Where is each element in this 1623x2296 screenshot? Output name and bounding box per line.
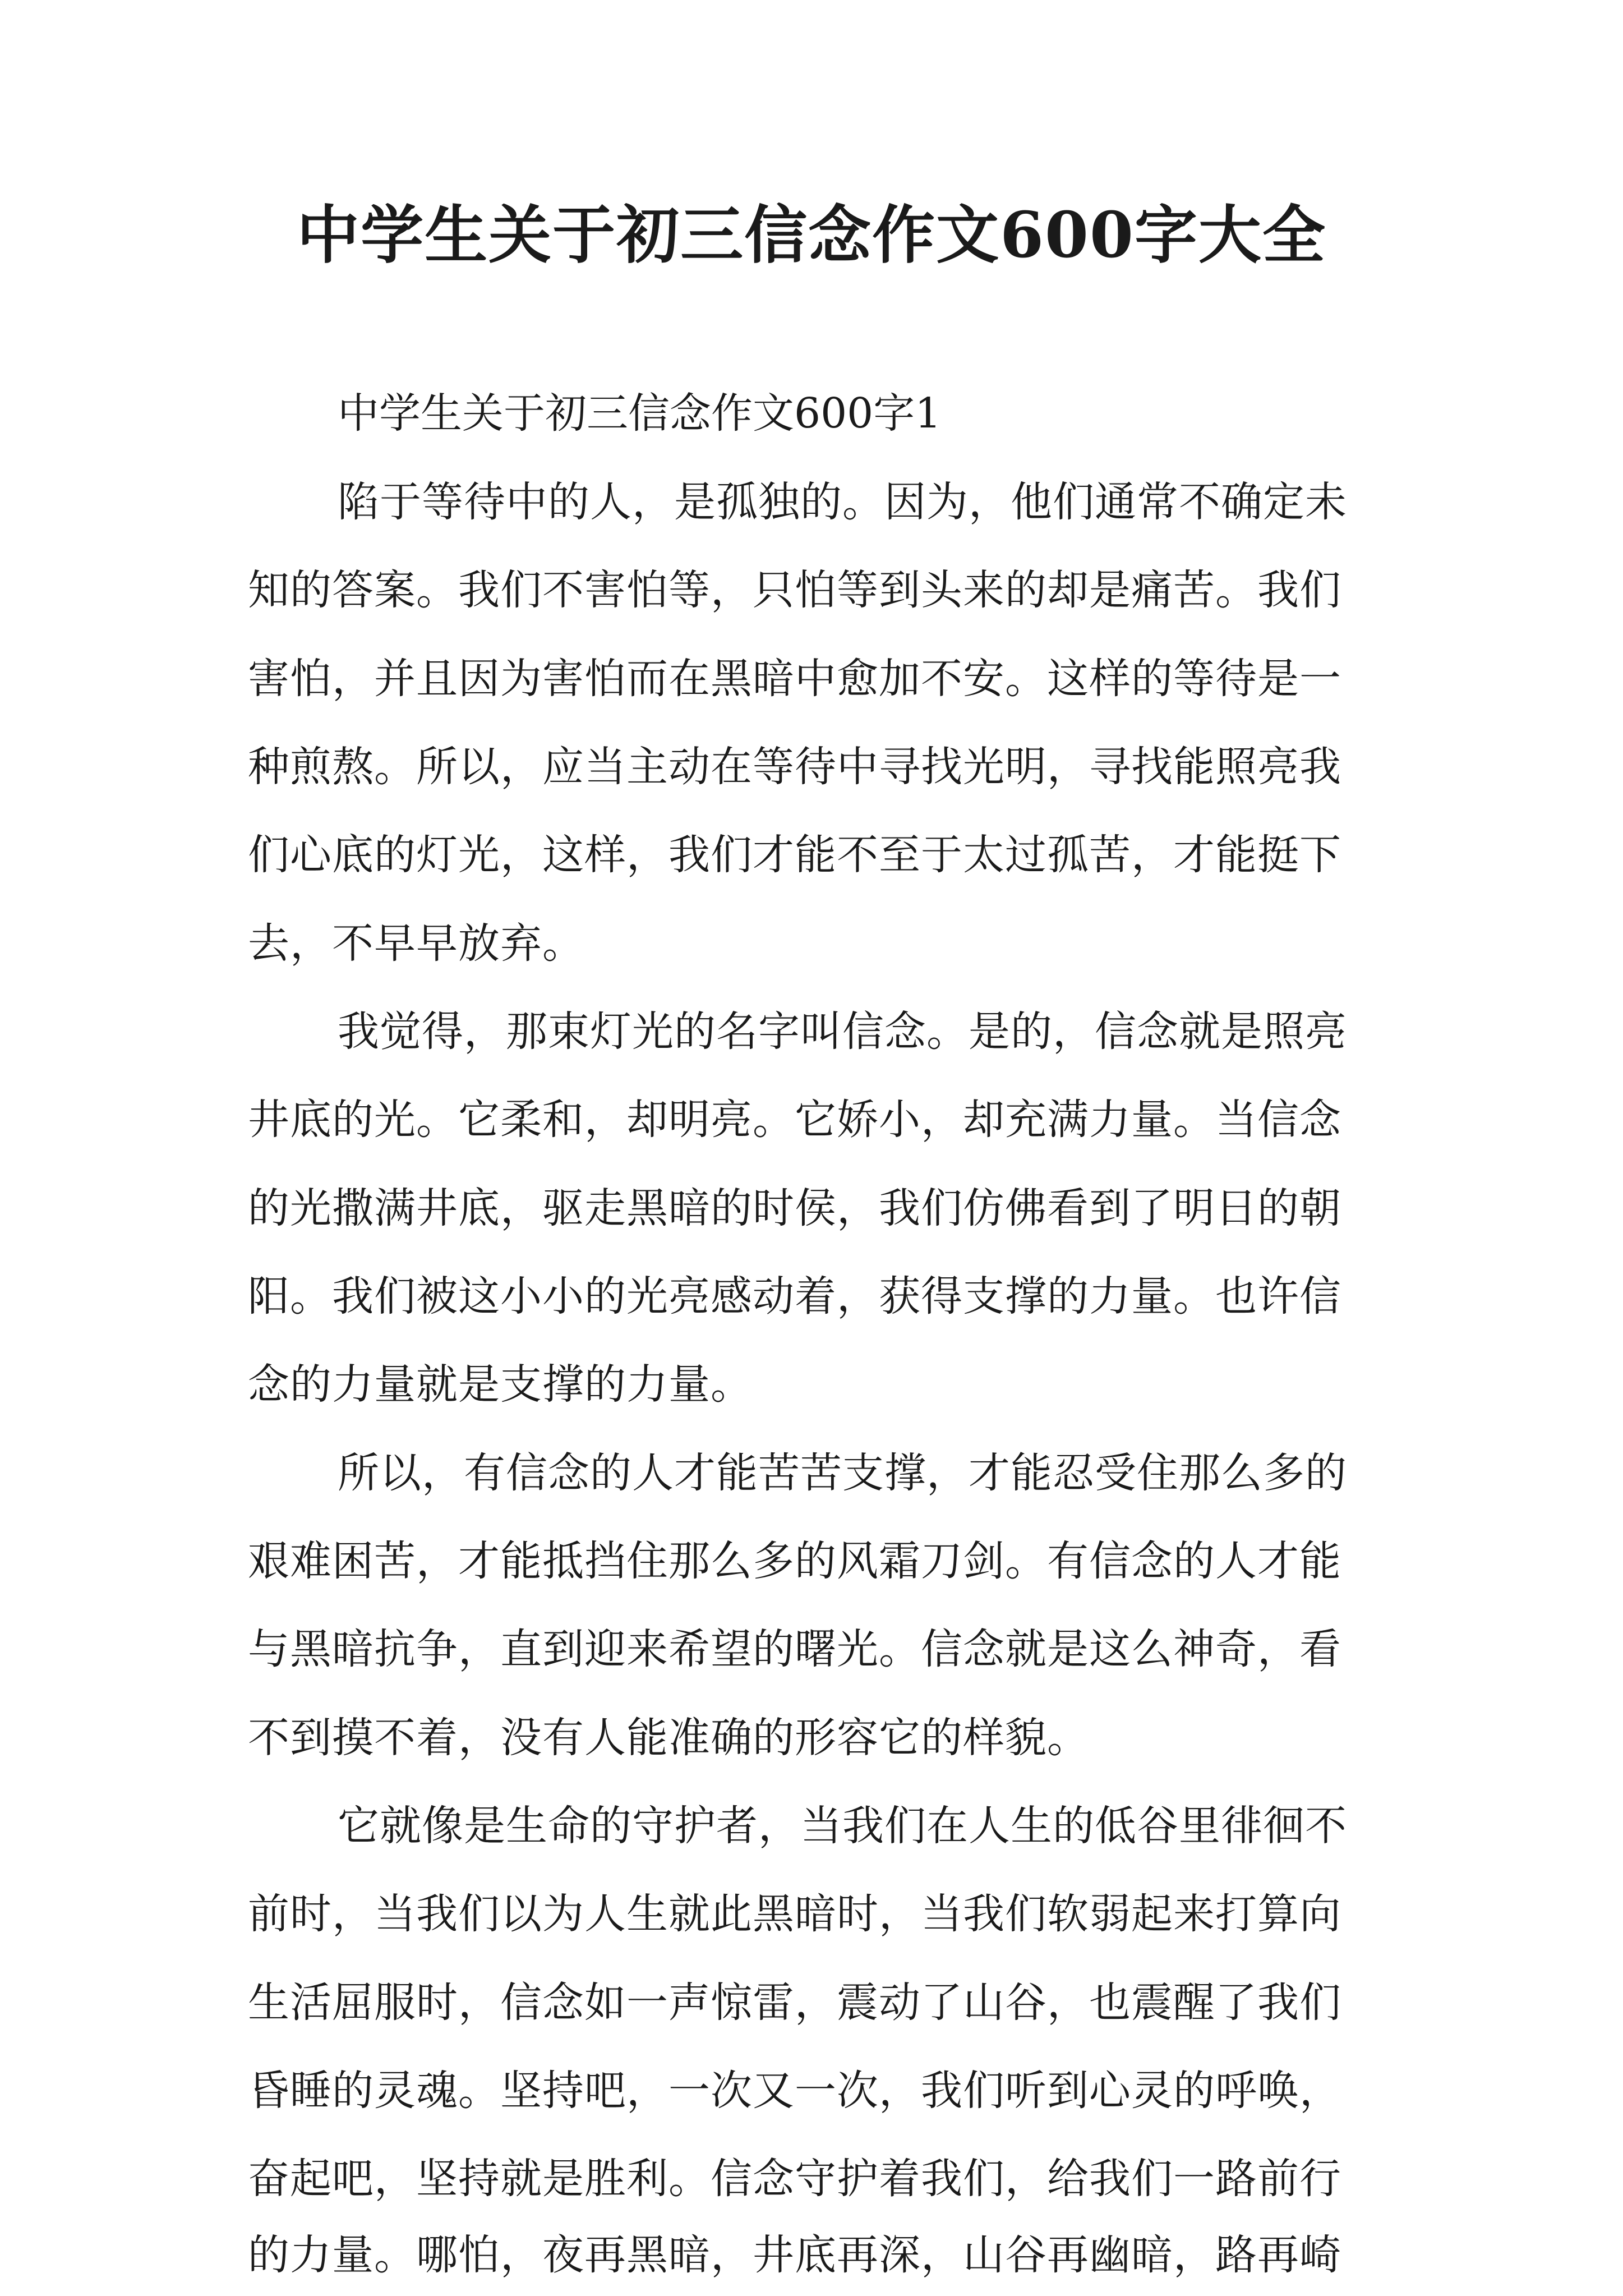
paragraph-line: 昏睡的灵魂。坚持吧，一次又一次，我们听到心灵的呼唤， bbox=[248, 2067, 1341, 2115]
paragraph-line: 陷于等待中的人，是孤独的。因为，他们通常不确定未 bbox=[338, 478, 1347, 526]
paragraph-line: 的光撒满井底，驱走黑暗的时侯，我们仿佛看到了明日的朝 bbox=[248, 1184, 1341, 1232]
paragraph-line: 的力量。哪怕，夜再黑暗，井底再深，山谷再幽暗，路再崎 bbox=[248, 2231, 1341, 2279]
paragraph-line: 奋起吧，坚持就是胜利。信念守护着我们，给我们一路前行 bbox=[248, 2155, 1341, 2203]
paragraph-line: 前时，当我们以为人生就此黑暗时，当我们软弱起来打算向 bbox=[248, 1890, 1341, 1938]
paragraph-line: 去，不早早放弃。 bbox=[248, 919, 584, 968]
paragraph-line: 种煎熬。所以，应当主动在等待中寻找光明，寻找能照亮我 bbox=[248, 743, 1341, 791]
paragraph-line: 我觉得，那束灯光的名字叫信念。是的，信念就是照亮 bbox=[338, 1007, 1347, 1056]
paragraph-line: 不到摸不着，没有人能准确的形容它的样貌。 bbox=[248, 1714, 1089, 1762]
paragraph-line: 它就像是生命的守护者，当我们在人生的低谷里徘徊不 bbox=[338, 1802, 1347, 1850]
paragraph-line: 生活屈服时，信念如一声惊雷，震动了山谷，也震醒了我们 bbox=[248, 1978, 1341, 2027]
paragraph-line: 阳。我们被这小小的光亮感动着，获得支撑的力量。也许信 bbox=[248, 1272, 1341, 1320]
paragraph-line: 念的力量就是支撑的力量。 bbox=[248, 1360, 753, 1409]
paragraph-line: 与黑暗抗争，直到迎来希望的曙光。信念就是这么神奇，看 bbox=[248, 1625, 1341, 1673]
paragraph-line: 知的答案。我们不害怕等，只怕等到头来的却是痛苦。我们 bbox=[248, 566, 1341, 614]
paragraph-line: 们心底的灯光，这样，我们才能不至于太过孤苦，才能挺下 bbox=[248, 831, 1341, 879]
paragraph-line: 艰难困苦，才能抵挡住那么多的风霜刀剑。有信念的人才能 bbox=[248, 1537, 1341, 1585]
document-title: 中学生关于初三信念作文600字大全 bbox=[297, 199, 1326, 272]
essay-subtitle: 中学生关于初三信念作文600字1 bbox=[338, 389, 942, 438]
paragraph-line: 井底的光。它柔和，却明亮。它娇小，却充满力量。当信念 bbox=[248, 1096, 1341, 1144]
paragraph-line: 害怕，并且因为害怕而在黑暗中愈加不安。这样的等待是一 bbox=[248, 655, 1341, 703]
paragraph-line: 所以，有信念的人才能苦苦支撑，才能忍受住那么多的 bbox=[338, 1449, 1347, 1497]
